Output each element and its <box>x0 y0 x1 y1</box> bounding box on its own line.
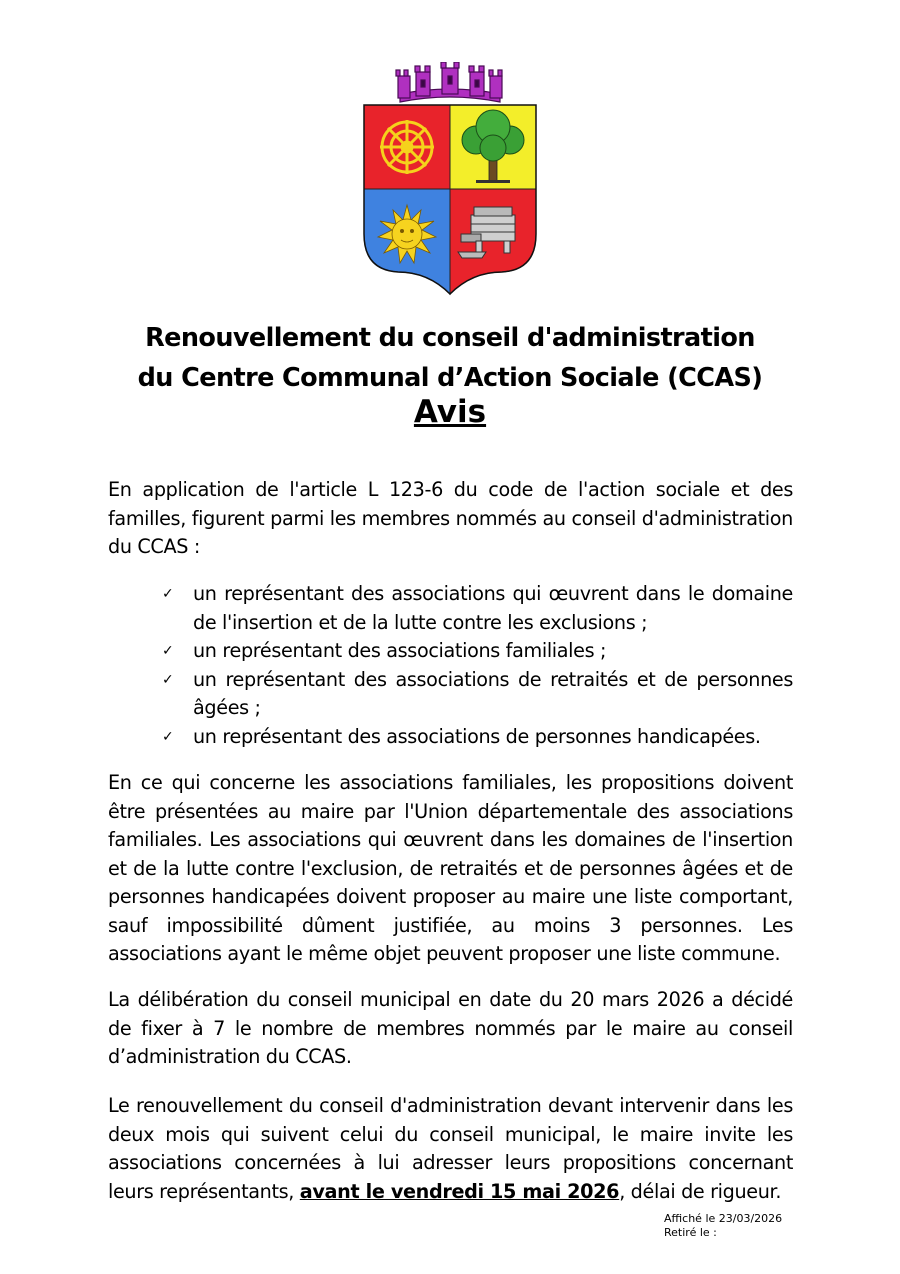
list-item: ✓ un représentant des associations familiales ; <box>162 637 793 666</box>
list-item: ✓ un représentant des associations de personnes handicapées. <box>162 723 793 752</box>
notice-label: Avis <box>413 394 487 430</box>
title-line-1: Renouvellement du conseil d'administration <box>145 323 755 353</box>
members-list <box>162 580 793 751</box>
mill-wheel-icon <box>380 120 434 174</box>
municipal-coat-of-arms-icon <box>358 62 542 298</box>
checkmark-icon: ✓ <box>162 586 174 602</box>
deliberation-paragraph: La délibération du conseil municipal en date du 20 mars 2026 a décidé de fixer à 7 le nombre de membres nommés par le maire au conseil d’administration du CCAS. <box>108 988 793 1068</box>
deadline-paragraph: Le renouvellement du conseil d'administration devant intervenir dans les deux mois qui suivent celui du conseil municipal, le maire invite les associations concernées à lui adresser leurs propositions concernant leurs représentants, avant le vendredi 15 mai 2026, délai de rigueur. <box>108 1094 793 1203</box>
associations-paragraph: En ce qui concerne les associations familiales, les propositions doivent être présentées au maire par l'Union départementale des associations familiales. Les associations qui œuvrent dans les domaines de l'insertion et de la lutte contre l'exclusion, de retraités et de personnes âgées et de personnes handicapées doivent proposer au maire une liste comportant, sauf impossibilité dûment justifiée, au moins 3 personnes. Les associations ayant le même objet peuvent proposer une liste commune. <box>108 771 793 965</box>
removed-date: Retiré le : <box>664 1226 717 1239</box>
list-item: ✓ un représentant des associations qui œuvrent dans le domaine de l'insertion et de la lutte contre les exclusions ; <box>162 582 793 634</box>
posted-date: Affiché le 23/03/2026 <box>664 1212 783 1225</box>
checkmark-icon: ✓ <box>162 643 174 659</box>
checkmark-icon: ✓ <box>162 671 174 688</box>
checkmark-icon: ✓ <box>162 728 174 745</box>
list-item: ✓ un représentant des associations de retraités et de personnes âgées ; <box>162 667 793 719</box>
mural-crown-icon <box>396 62 502 102</box>
intro-paragraph: En application de l'article L 123-6 du code de l'action sociale et des familles, figurent parmi les membres nommés au conseil d'administration du CCAS : <box>108 478 793 558</box>
title-line-2: du Centre Communal d’Action Sociale (CCAS) <box>137 363 763 393</box>
posting-info <box>664 1212 782 1240</box>
deadline-date: avant le vendredi 15 mai 2026 <box>299 1179 620 1203</box>
notice-title <box>60 318 840 398</box>
